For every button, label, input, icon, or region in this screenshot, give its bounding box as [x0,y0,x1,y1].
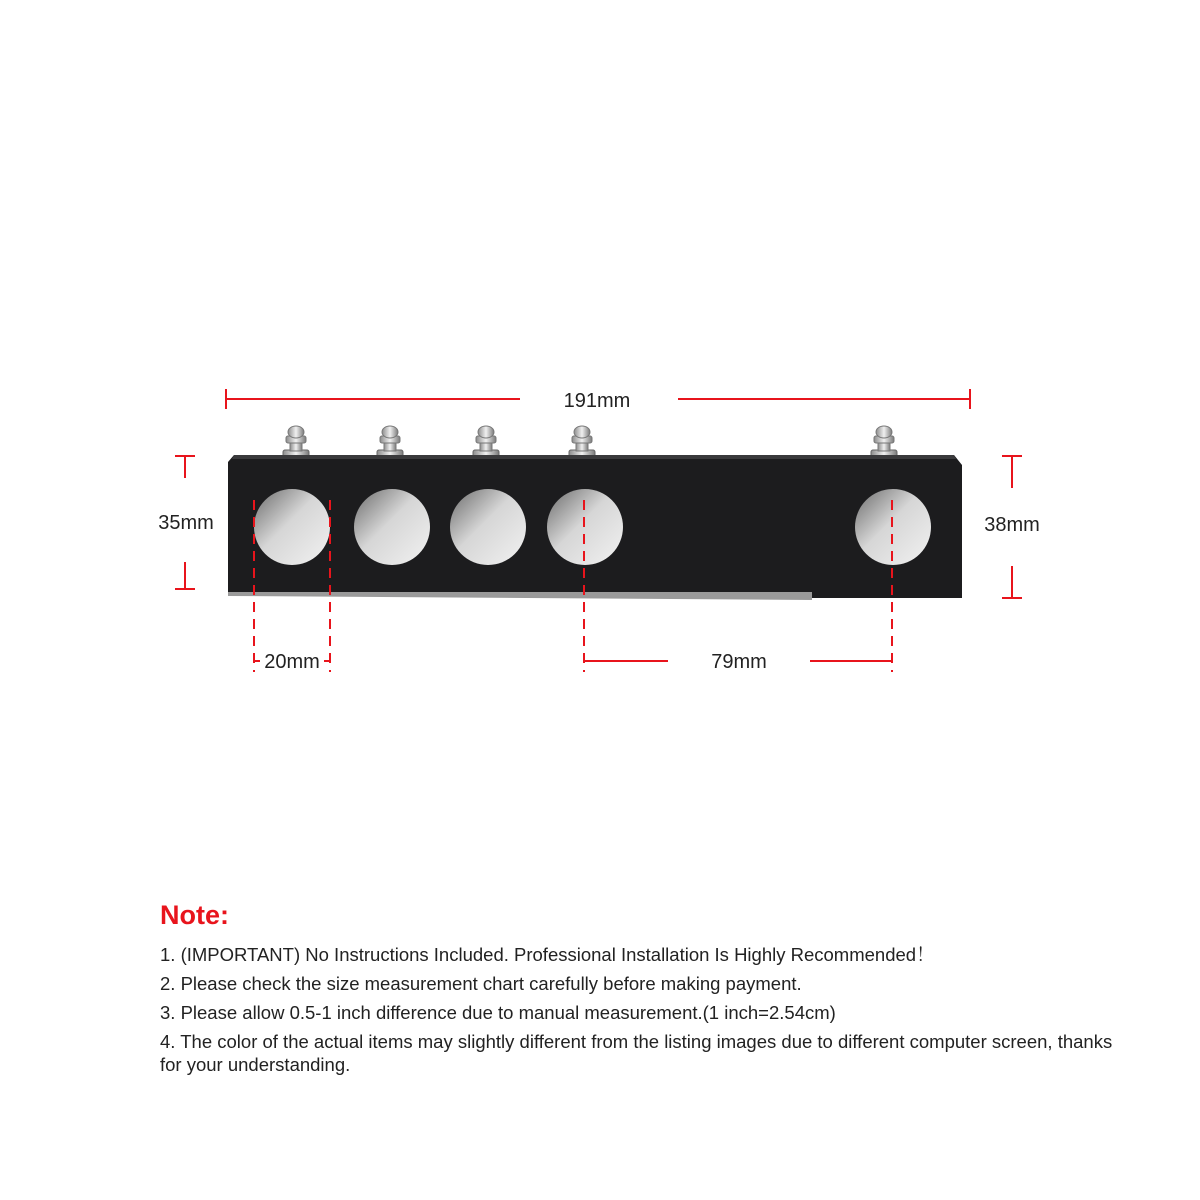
hole-diameter-label: 20mm [264,651,320,673]
left-height-label: 35mm [158,512,214,534]
overall-length-label: 191mm [563,390,631,412]
hole-spacing-label: 79mm [711,651,767,673]
mounting-hole [354,489,430,565]
grease-fitting-icon [569,426,595,460]
mounting-hole [254,489,330,565]
note-item: 1. (IMPORTANT) No Instructions Included. Professional Installation Is Highly Recommended！ [160,944,935,965]
note-title: Note: [160,900,229,930]
note-item: 2. Please check the size measurement chart carefully before making payment. [160,973,802,994]
mounting-hole [450,489,526,565]
note-section [160,900,1120,1082]
grease-fitting-icon [473,426,499,460]
grease-fitting-icon [377,426,403,460]
note-item: 3. Please allow 0.5-1 inch difference due to manual measurement.(1 inch=2.54cm) [160,1002,836,1023]
grease-fitting-icon [871,426,897,460]
note-item: 4. The color of the actual items may slightly different from the listing images due to different computer screen, thanks for your understanding. [160,1031,1113,1075]
grease-fitting-icon [283,426,309,460]
right-height-label: 38mm [984,514,1040,536]
